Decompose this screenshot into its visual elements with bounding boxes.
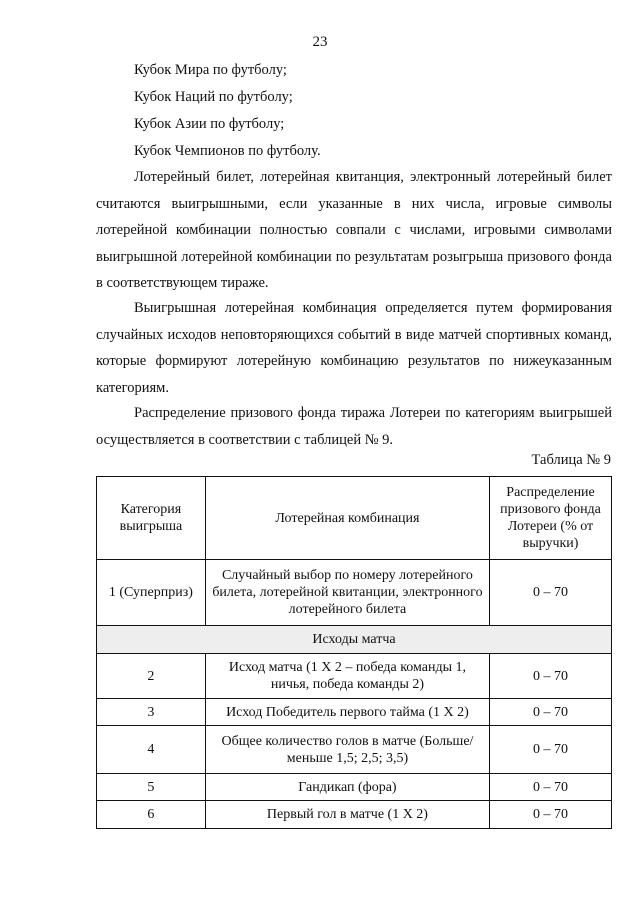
cell-category: 3 (97, 699, 206, 726)
section-label: Исходы матча (97, 626, 612, 654)
list-item: Кубок Мира по футболу; (134, 62, 287, 78)
table-row (97, 699, 612, 726)
cell-share: 0 – 70 (490, 801, 612, 829)
page-number: 23 (312, 34, 328, 50)
cell-share: 0 – 70 (490, 560, 612, 626)
table-row (97, 726, 612, 774)
paragraph-winning-combination (96, 295, 612, 401)
table-row (97, 654, 612, 699)
cell-category: 6 (97, 801, 206, 829)
paragraph-text: Выигрышная лотерейная комбинация определяется путем формирования случайных исходов неповторяющихся событий в виде матчей спортивных команд, которые формируют лотерейную комбинацию результатов по нижеуказанным категориям. (96, 300, 612, 396)
list-item: Кубок Чемпионов по футболу. (134, 143, 321, 159)
header-category: Категория выигрыша (97, 477, 206, 560)
cell-combination: Гандикап (фора) (205, 774, 489, 801)
table-caption: Таблица № 9 (531, 452, 611, 468)
table-row (97, 774, 612, 801)
cell-share: 0 – 70 (490, 699, 612, 726)
table-header-row (97, 477, 612, 560)
list-item: Кубок Наций по футболу; (134, 89, 293, 105)
header-combination: Лотерейная комбинация (205, 477, 489, 560)
cell-combination: Исход Победитель первого тайма (1 X 2) (205, 699, 489, 726)
cell-category: 4 (97, 726, 206, 774)
table-row (97, 560, 612, 626)
cell-combination: Случайный выбор по номеру лотерейного билета, лотерейной квитанции, электронного лотерейного билета (205, 560, 489, 626)
cell-combination: Первый гол в матче (1 X 2) (205, 801, 489, 829)
cell-category: 2 (97, 654, 206, 699)
paragraph-winning-tickets (96, 164, 612, 297)
table-row (97, 801, 612, 829)
table-section-row (97, 626, 612, 654)
cup-list (134, 60, 321, 168)
list-item: Кубок Азии по футболу; (134, 116, 285, 132)
cell-combination: Исход матча (1 X 2 – победа команды 1, ничья, победа команды 2) (205, 654, 489, 699)
prize-table (96, 476, 612, 829)
paragraph-text: Распределение призового фонда тиража Лотереи по категориям выигрышей осуществляется в соответствии с таблицей № 9. (96, 405, 612, 448)
cell-share: 0 – 70 (490, 654, 612, 699)
cell-combination: Общее количество голов в матче (Больше/меньше 1,5; 2,5; 3,5) (205, 726, 489, 774)
header-share: Распределение призового фонда Лотереи (% от выручки) (490, 477, 612, 560)
cell-share: 0 – 70 (490, 726, 612, 774)
cell-category: 1 (Суперприз) (97, 560, 206, 626)
cell-share: 0 – 70 (490, 774, 612, 801)
paragraph-text: Лотерейный билет, лотерейная квитанция, электронный лотерейный билет считаются выигрышными, если указанные в них числа, игровые символы лотерейной комбинации полностью совпали с числами, игровыми символами выигрышной лотерейной комбинации по результатам розыгрыша призового фонда в соответствующем тираже. (96, 169, 612, 291)
cell-category: 5 (97, 774, 206, 801)
paragraph-prize-distribution (96, 400, 612, 453)
